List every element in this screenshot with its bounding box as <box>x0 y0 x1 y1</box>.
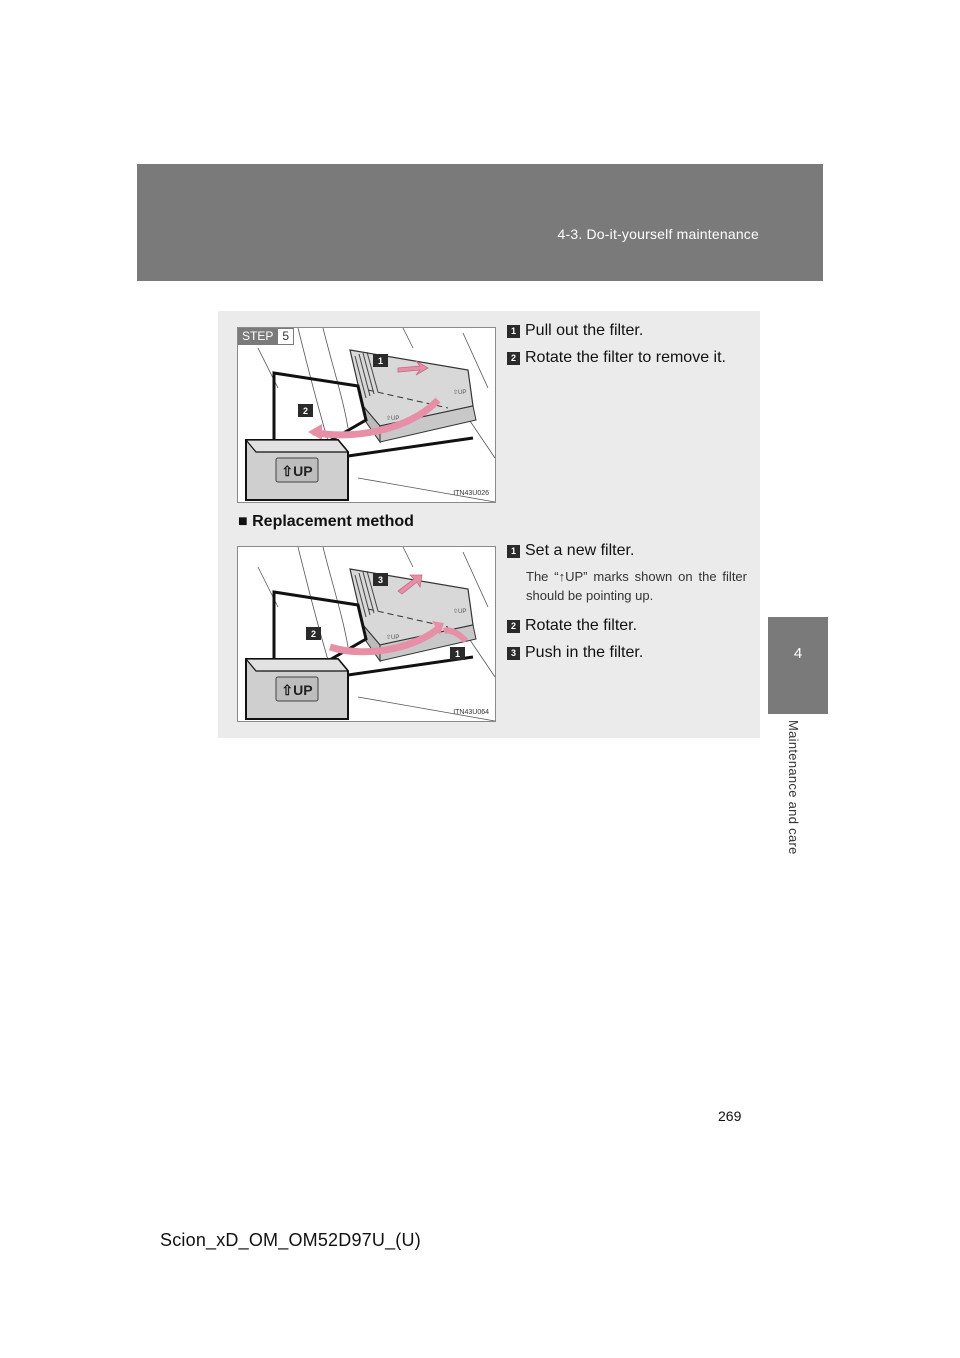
item-text: Rotate the filter to remove it. <box>525 349 726 366</box>
step-num-badge: 2 <box>507 620 520 633</box>
section-title: 4-3. Do-it-yourself maintenance <box>557 226 759 242</box>
replace-filter-figure <box>237 546 496 722</box>
item-text: Push in the filter. <box>525 644 644 661</box>
list-item <box>507 644 747 662</box>
remove-filter-illustration <box>238 328 495 502</box>
step-num-badge: 2 <box>507 352 520 365</box>
step-badge <box>238 328 294 345</box>
item-text: Rotate the filter. <box>525 617 638 634</box>
list-item <box>507 542 747 560</box>
svg-text:⇧UP: ⇧UP <box>281 463 313 479</box>
replace-filter-illustration <box>238 547 495 721</box>
svg-text:⇧UP: ⇧UP <box>386 416 400 422</box>
step-number: 5 <box>277 328 294 345</box>
item-note: The “↑UP” marks shown on the filter should be pointing up. <box>526 569 747 603</box>
chapter-tab <box>768 617 828 714</box>
figure-code: ITN43U064 <box>453 709 489 716</box>
chapter-label: Maintenance and care <box>786 720 801 855</box>
section-header <box>137 164 823 281</box>
svg-text:⇧UP: ⇧UP <box>453 390 467 396</box>
document-footer: Scion_xD_OM_OM52D97U_(U) <box>160 1230 421 1250</box>
step-instructions <box>507 322 747 376</box>
svg-text:1: 1 <box>377 356 384 366</box>
step-num-badge: 3 <box>507 647 520 660</box>
remove-filter-figure <box>237 327 496 503</box>
section-heading: ■ Replacement method <box>238 513 414 530</box>
list-item <box>507 617 747 635</box>
svg-text:2: 2 <box>302 406 309 416</box>
svg-text:⇧UP: ⇧UP <box>281 682 313 698</box>
list-item <box>507 322 747 340</box>
figure-code: ITN43U026 <box>453 490 489 497</box>
step-num-badge: 1 <box>507 325 520 338</box>
item-text: Pull out the filter. <box>525 322 644 339</box>
svg-text:1: 1 <box>454 649 461 659</box>
list-item <box>507 349 747 367</box>
chapter-number: 4 <box>793 645 803 662</box>
step-word: STEP <box>238 328 277 345</box>
svg-text:⇧UP: ⇧UP <box>386 635 400 641</box>
svg-text:2: 2 <box>310 629 317 639</box>
svg-text:3: 3 <box>377 575 384 585</box>
page-number: 269 <box>718 1108 742 1124</box>
item-text: Set a new filter. <box>525 542 635 559</box>
replacement-instructions <box>507 542 747 671</box>
step-num-badge: 1 <box>507 545 520 558</box>
svg-text:⇧UP: ⇧UP <box>453 609 467 615</box>
